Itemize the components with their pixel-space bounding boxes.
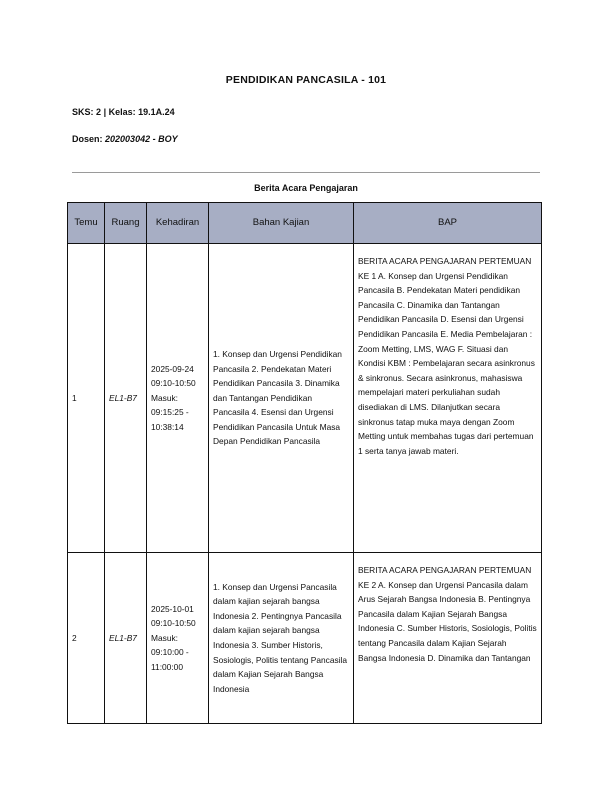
dosen-value: 202003042 - BOY [105,134,178,144]
kelas-label: | Kelas: [103,107,136,117]
cell-temu: 1 [68,244,105,553]
table-row [68,553,542,724]
cell-bap: BERITA ACARA PENGAJARAN PERTEMUAN KE 2 A. Konsep dan Urgensi Pancasila dalam Arus Sejarah Bangsa Indonesia B. Pentingnya Pancasila dalam Kajian Sejarah Bangsa Indonesia C. Sumber Historis, Sosiologis, Politis tentang Pancasila dalam Kajian Sejarah Bangsa Indonesia D. Dinamika dan Tantangan [354,553,542,724]
column-header-temu: Temu [68,203,105,244]
table-caption: Berita Acara Pengajaran [254,183,358,193]
column-header-kehadiran: Kehadiran [147,203,209,244]
table-row [68,244,542,553]
column-header-bap: BAP [354,203,542,244]
cell-temu: 2 [68,553,105,724]
cell-bap: BERITA ACARA PENGAJARAN PERTEMUAN KE 1 A. Konsep dan Urgensi Pendidikan Pancasila B. Pendekatan Materi pendidikan Pancasila C. Dinamika dan Tantangan Pendidikan Pancasila D. Esensi dan Urgensi Pendidikan Pancasila E. Media Pembelajaran : Zoom Metting, LMS, WAG F. Situasi dan Kondisi KBM : Pembelajaran secara asinkronus & sinkronus. Secara asinkronus, mahasiswa mempelajari materi perkuliahan sudah disediakan di LMS. Dilanjutkan secara sinkronus tatap muka maya dengan Zoom Metting untuk membahas tugas dari pertemuan 1 serta tanya jawab materi. [354,244,542,553]
dosen-label: Dosen: [72,134,103,144]
sks-label: SKS: [72,107,94,117]
kelas-value: 19.1A.24 [138,107,175,117]
table-header-row [68,203,542,244]
cell-ruang: EL1-B7 [105,244,147,553]
cell-bahan-kajian: 1. Konsep dan Urgensi Pendidikan Pancasila 2. Pendekatan Materi Pendidikan Pancasila 3. Dinamika dan Tantangan Pendidikan Pancasila 4. Esensi dan Urgensi Pendidikan Pancasila Untuk Masa Depan Pendidikan Pancasila [209,244,354,553]
teaching-report-table [67,202,542,724]
cell-kehadiran: 2025-09-24 09:10-10:50 Masuk: 09:15:25 - 10:38:14 [147,244,209,553]
divider [72,172,540,173]
sks-value: 2 [96,107,102,117]
document-title: PENDIDIKAN PANCASILA - 101 [225,74,387,86]
course-meta [72,107,175,117]
cell-ruang: EL1-B7 [105,553,147,724]
cell-bahan-kajian: 1. Konsep dan Urgensi Pancasila dalam kajian sejarah bangsa Indonesia 2. Pentingnya Pancasila dalam kajian sejarah bangsa Indonesia 3. Sumber Historis, Sosiologis, Politis tentang Pancasila dalam Kajian Sejarah Bangsa Indonesia [209,553,354,724]
lecturer-meta [72,134,178,144]
column-header-bahan-kajian: Bahan Kajian [209,203,354,244]
cell-kehadiran: 2025-10-01 09:10-10:50 Masuk: 09:10:00 - 11:00:00 [147,553,209,724]
column-header-ruang: Ruang [105,203,147,244]
